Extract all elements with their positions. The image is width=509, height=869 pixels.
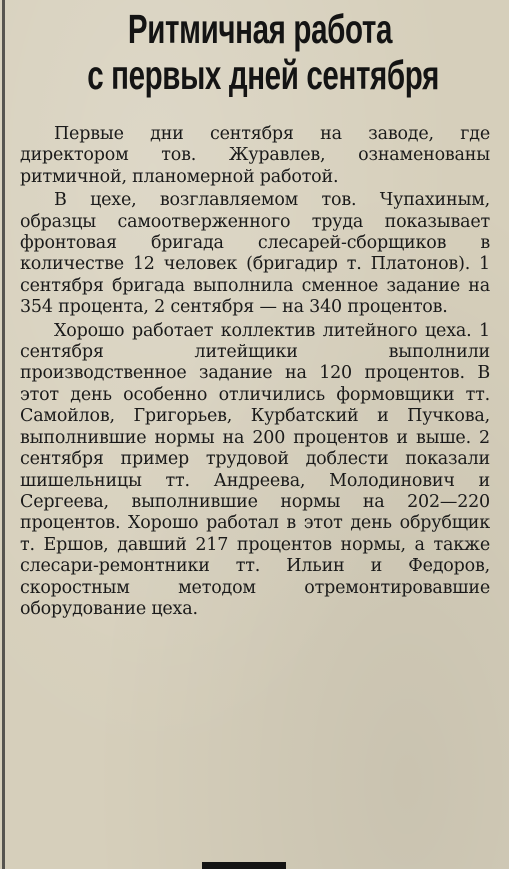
column-rule	[2, 0, 5, 869]
headline-line-1: Ритмичная работа	[127, 6, 393, 52]
headline-line-2: с первых дней сентября	[87, 52, 439, 98]
paragraph-assembly-shop: В цехе, возглавляемом тов. Чупахиным, образцы самоотверженного труда показывает фронтовая бригада слесарей-сборщиков в количестве 12 человек (бригадир т. Платонов). 1 сентября бригада выполнила сменное задание на 354 процента, 2 сентября — на 340 процентов.	[20, 190, 490, 318]
paragraph-intro: Первые дни сентября на заводе, где директором тов. Журавлев, ознаменованы ритмичной, планомерной работой.	[20, 124, 490, 187]
column-separator-bar	[202, 862, 286, 869]
article-headline	[20, 6, 500, 98]
article-body	[20, 124, 490, 620]
paragraph-foundry: Хорошо работает коллектив литейного цеха. 1 сентября литейщики выполнили производственное задание на 120 процентов. В этот день особенно отличились формовщики тт. Самойлов, Григорьев, Курбатский и Пучкова, выполнившие нормы на 200 процентов и выше. 2 сентября пример трудовой доблести показали шишельницы тт. Андреева, Молодинович и Сергеева, выполнившие нормы на 202—220 процентов. Хорошо работал в этот день обрубщик т. Ершов, давший 217 процентов нормы, а также слесари-ремонтники тт. Ильин и Федоров, скоростным методом отремонтировавшие оборудование цеха.	[20, 320, 490, 619]
